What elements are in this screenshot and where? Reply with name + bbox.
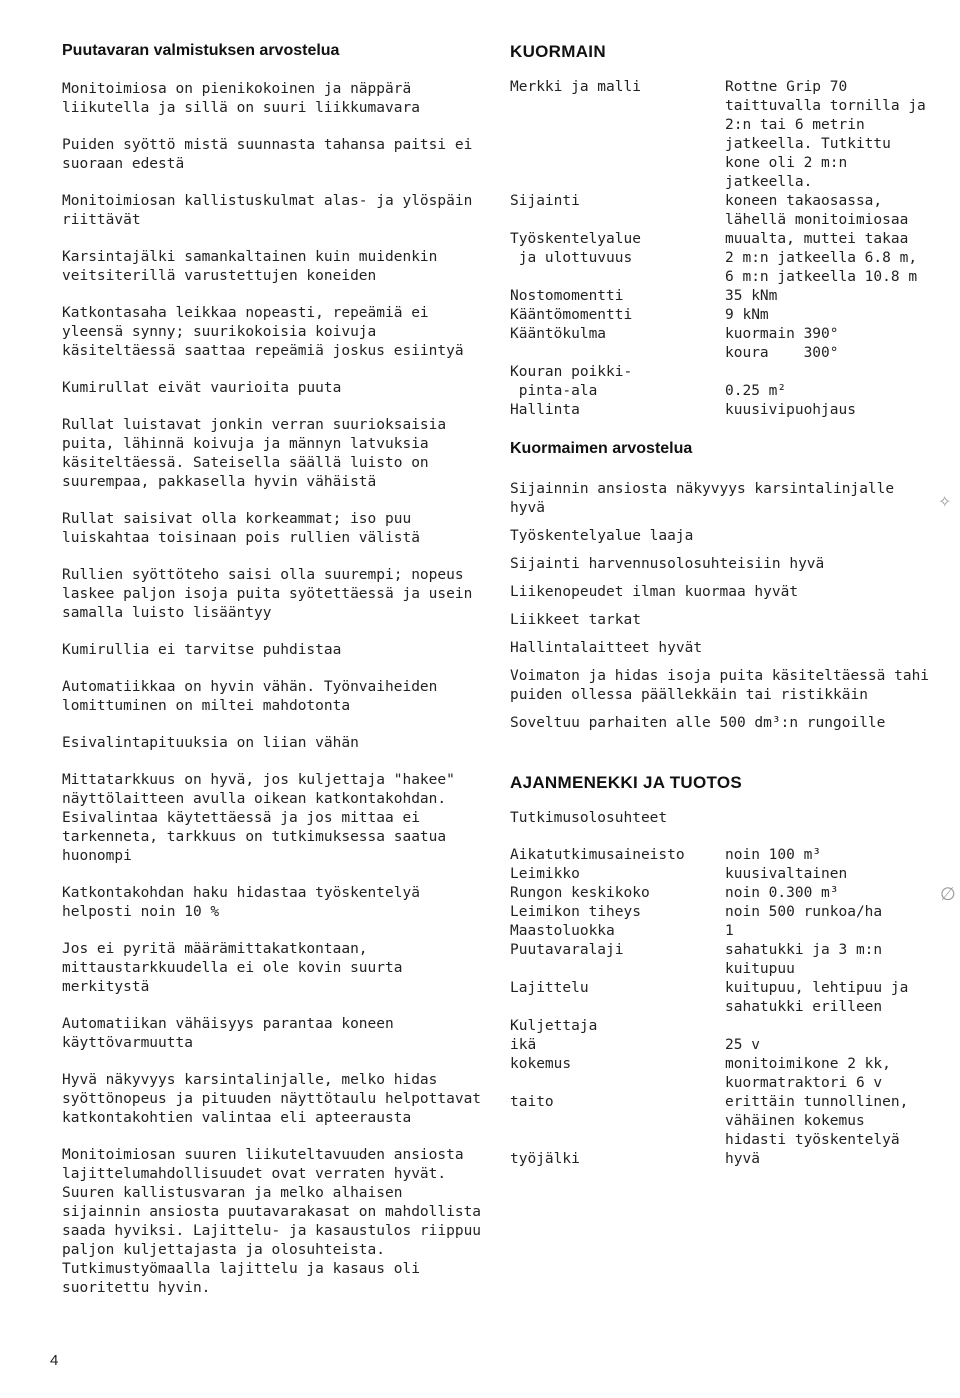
- spec-row: [510, 192, 935, 230]
- spec-row: [510, 884, 935, 903]
- spec-row: [510, 363, 935, 401]
- kuormain-spec-table: [510, 78, 935, 420]
- section-heading-evaluation: Puutavaran valmistuksen arvostelua: [62, 42, 340, 59]
- spec-row: [510, 1055, 935, 1093]
- spec-label: Kääntökulma: [510, 326, 607, 342]
- paragraph: Esivalintapituuksia on liian vähän: [62, 735, 359, 751]
- spec-row: [510, 865, 935, 884]
- section-heading-ajanmenekki: AJANMENEKKI JA TUOTOS: [510, 773, 743, 792]
- spec-value: kuitupuu, lehtipuu ja sahatukki erilleen: [725, 980, 918, 1015]
- spec-label: Nostomomentti: [510, 288, 624, 304]
- spec-row: [510, 1093, 935, 1150]
- spec-row: [510, 941, 935, 979]
- spec-value: noin 100 m³: [725, 847, 822, 863]
- paragraph: Sijainnin ansiosta näkyvyys karsintalinjalle hyvä: [510, 481, 903, 516]
- spec-row: [510, 846, 935, 865]
- paragraph: Hallintalaitteet hyvät: [510, 640, 703, 656]
- spec-label: Kääntömomentti: [510, 307, 633, 323]
- spec-label: Maastoluokka: [510, 923, 615, 939]
- spec-row: [510, 922, 935, 941]
- spec-label: työjälki: [510, 1151, 580, 1167]
- section-heading-kuormain: KUORMAIN: [510, 42, 606, 61]
- spec-row: [510, 78, 935, 192]
- paragraph: Työskentelyalue laaja: [510, 528, 694, 544]
- paragraph: Rullien syöttöteho saisi olla suurempi; nopeus laskee paljon isoja puita syötettäessä ja usein samalla luisto lisääntyy: [62, 567, 482, 621]
- spec-row: [510, 230, 935, 287]
- paragraph: Automatiikan vähäisyys parantaa koneen käyttövarmuutta: [62, 1016, 403, 1051]
- spec-label: Puutavaralaji: [510, 942, 624, 958]
- paragraph: Mittatarkkuus on hyvä, jos kuljettaja "hakee" näyttölaitteen avulla oikean katkontakohdan. Esivalintaa käytettäessä ja jos mittaa ei tarkenneta, tarkkuus on tutkimuksessa saatua huonompi: [62, 772, 464, 864]
- page-number: 4: [50, 1352, 59, 1369]
- spec-label: Hallinta: [510, 402, 580, 418]
- spec-row: [510, 306, 935, 325]
- spec-value: hyvä: [725, 1151, 760, 1167]
- spec-row: [510, 979, 935, 1017]
- spec-label: Leimikon tiheys: [510, 904, 641, 920]
- spec-label: Leimikko: [510, 866, 580, 882]
- paragraph: Katkontasaha leikkaa nopeasti, repeämiä ei yleensä synny; suurikokoisia koivuja käsiteltäessä saattaa repeämiä joskus esiintyä: [62, 305, 464, 359]
- margin-mark-icon: ∅: [940, 884, 956, 905]
- paragraph: Monitoimiosan kallistuskulmat alas- ja ylöspäin riittävät: [62, 193, 482, 228]
- spec-value: 9 kNm: [725, 307, 769, 323]
- paragraph: Puiden syöttö mistä suunnasta tahansa paitsi ei suoraan edestä: [62, 137, 482, 172]
- spec-value: 35 kNm: [725, 288, 778, 304]
- spec-label: kokemus: [510, 1056, 572, 1072]
- spec-value: kuormain 390° koura 300°: [725, 326, 839, 361]
- paragraph: Soveltuu parhaiten alle 500 dm³:n rungoille: [510, 715, 886, 731]
- margin-mark-icon: ✧: [938, 492, 952, 511]
- spec-value: 25 v: [725, 1037, 760, 1053]
- spec-value: sahatukki ja 3 m:n kuitupuu: [725, 942, 891, 977]
- paragraph: Rullat saisivat olla korkeammat; iso puu luiskahtaa toisinaan pois rullien välistä: [62, 511, 420, 546]
- spec-label: Merkki ja malli: [510, 79, 641, 95]
- spec-label: Lajittelu: [510, 980, 589, 996]
- paragraph: Liikkeet tarkat: [510, 612, 641, 628]
- spec-label: Kouran poikki- pinta-ala: [510, 364, 633, 399]
- spec-value: noin 0.300 m³: [725, 885, 839, 901]
- spec-label: taito: [510, 1094, 554, 1110]
- spec-value: kuusivaltainen: [725, 866, 848, 882]
- study-conditions-table: [510, 846, 935, 1169]
- paragraph: Rullat luistavat jonkin verran suurioksaisia puita, lähinnä koivuja ja männyn latvuksia käsiteltäessä. Sateisella säällä luisto on suurempaa, pakkasella hyvin vähäistä: [62, 417, 455, 490]
- spec-value: muualta, muttei takaa 2 m:n jatkeella 6.8 m, 6 m:n jatkeella 10.8 m: [725, 231, 918, 285]
- spec-value: kuusivipuohjaus: [725, 402, 856, 418]
- spec-row: [510, 1017, 935, 1055]
- spec-value: 1: [725, 923, 734, 939]
- spec-row: [510, 325, 935, 363]
- paragraph: Jos ei pyritä määrämittakatkontaan, mittaustarkkuudella ei ole kovin suurta merkitystä: [62, 941, 412, 995]
- left-column: [62, 42, 490, 1316]
- paragraph: Katkontakohdan haku hidastaa työskentelyä helposti noin 10 %: [62, 885, 429, 920]
- paragraph: Karsintajälki samankaltainen kuin muidenkin veitsiterillä varustettujen koneiden: [62, 249, 447, 284]
- spec-value: noin 500 runkoa/ha: [725, 904, 883, 920]
- paragraph: Monitoimiosan suuren liikuteltavuuden ansiosta lajittelumahdollisuudet ovat verraten hyvät. Suuren kallistusvaran ja melko alhaisen sijainnin ansiosta puutavarakasat on mahdollista saada hyviksi. Lajittelu- ja kasaustulos riippuu paljon kuljettajasta ja olosuhteista. Tutkimustyömaalla lajittelu ja kasaus oli suoritettu hyvin.: [62, 1147, 490, 1296]
- paragraph: Hyvä näkyvyys karsintalinjalle, melko hidas syöttönopeus ja pituuden näyttötaulu helpottavat katkontakohtien valintaa eli apteerausta: [62, 1072, 490, 1126]
- spec-row: [510, 287, 935, 306]
- paragraph: Liikenopeudet ilman kuormaa hyvät: [510, 584, 799, 600]
- spec-label: Rungon keskikoko: [510, 885, 650, 901]
- paragraph: Kumirullat eivät vaurioita puuta: [62, 380, 342, 396]
- subheading-tutkimusolosuhteet: Tutkimusolosuhteet: [510, 810, 668, 826]
- spec-label: Työskentelyalue ja ulottuvuus: [510, 231, 641, 266]
- spec-row: [510, 903, 935, 922]
- evaluation-paragraphs: [62, 80, 490, 1298]
- spec-value: erittäin tunnollinen, vähäinen kokemus hidasti työskentelyä: [725, 1094, 918, 1148]
- spec-value: 0.25 m²: [725, 383, 787, 399]
- spec-row: [510, 401, 935, 420]
- spec-label: Sijainti: [510, 193, 580, 209]
- spec-value: monitoimikone 2 kk, kuormatraktori 6 v: [725, 1056, 900, 1091]
- spec-label: Kuljettaja ikä: [510, 1018, 598, 1053]
- paragraph: Kumirullia ei tarvitse puhdistaa: [62, 642, 342, 658]
- paragraph: Monitoimiosa on pienikokoinen ja näppärä liikutella ja sillä on suuri liikkumavara: [62, 81, 420, 116]
- paragraph: Sijainti harvennusolosuhteisiin hyvä: [510, 556, 825, 572]
- spec-value: Rottne Grip 70 taittuvalla tornilla ja 2:n tai 6 metrin jatkeella. Tutkittu kone oli 2 m:n jatkeella.: [725, 79, 935, 190]
- paragraph: Voimaton ja hidas isoja puita käsiteltäessä tahi puiden ollessa päällekkäin tai ristikkäin: [510, 668, 938, 703]
- right-column: [510, 42, 938, 1169]
- spec-label: Aikatutkimusaineisto: [510, 847, 685, 863]
- paragraph: Automatiikkaa on hyvin vähän. Työnvaiheiden lomittuminen on miltei mahdotonta: [62, 679, 447, 714]
- section-heading-kuormain-arvostelu: Kuormaimen arvostelua: [510, 440, 693, 457]
- kuormain-evaluation-paragraphs: [510, 480, 938, 733]
- spec-value: koneen takaosassa, lähellä monitoimiosaa: [725, 193, 909, 228]
- spec-row: [510, 1150, 935, 1169]
